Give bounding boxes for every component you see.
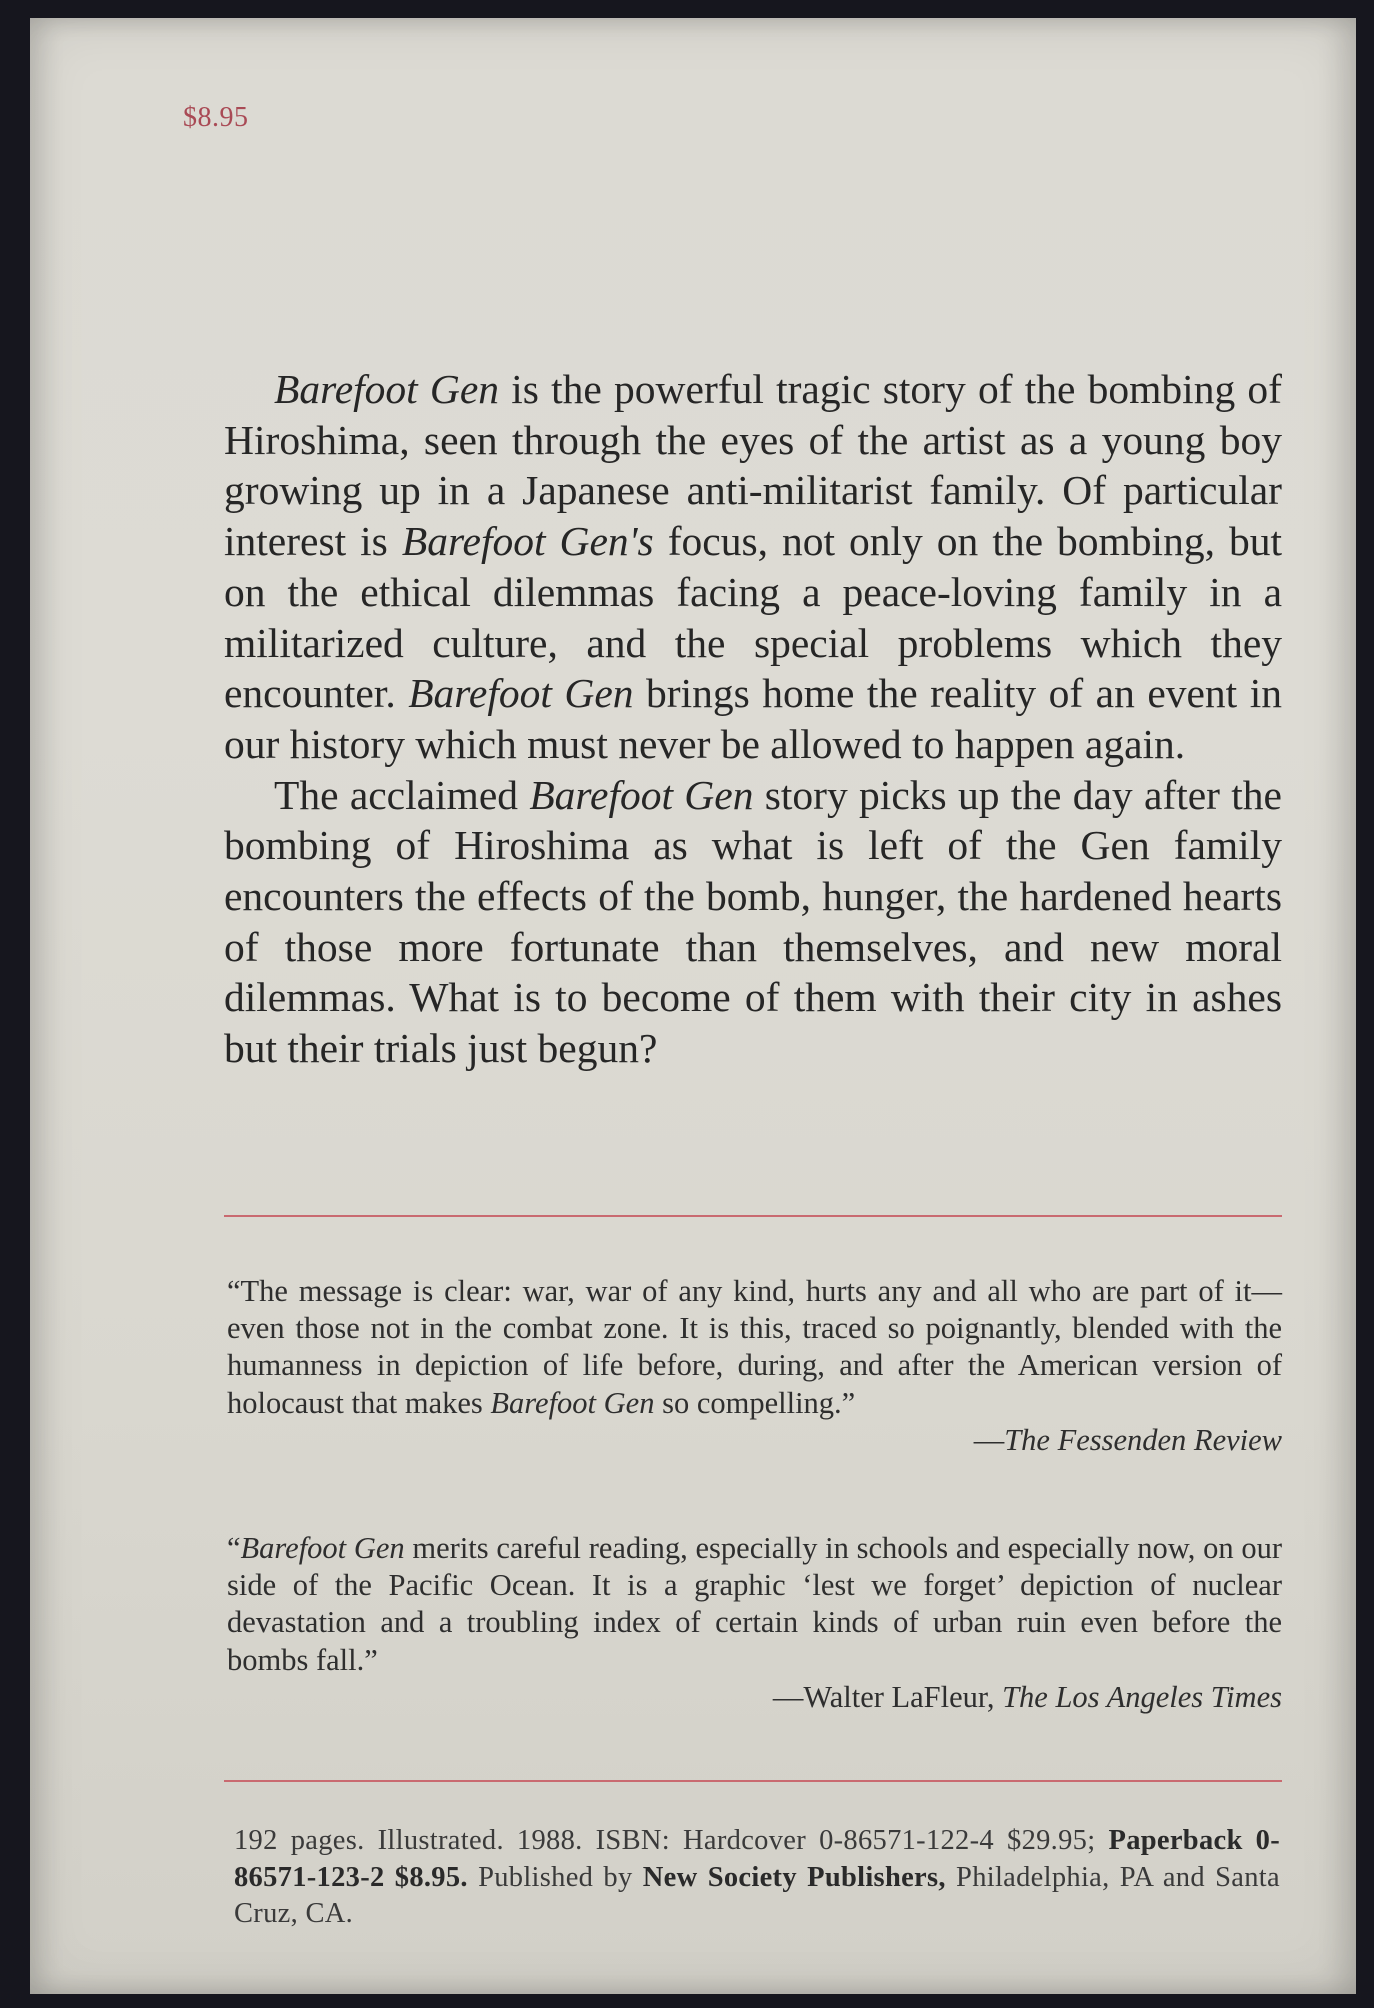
publisher-name: New Society Publishers, (642, 1861, 946, 1893)
book-title-italic: Barefoot Gen (490, 1385, 655, 1420)
synopsis-text: The acclaimed (274, 771, 530, 818)
publication-text (234, 1823, 1280, 1933)
book-title-italic: Barefoot Gen (274, 366, 500, 412)
review-text-span: so compelling.” (654, 1385, 856, 1420)
synopsis-paragraph-1 (224, 364, 1282, 770)
book-title-italic: Barefoot Gen (529, 771, 754, 818)
synopsis-paragraph-2 (224, 770, 1282, 1074)
synopsis-text: focus, not only on the bombing, but on the ethical dilemmas facing a peace-loving family in a militarized culture, and the special problems which they encounter. (224, 518, 1282, 717)
review-text-span: “The message is clear: war, war of any kind, hurts any and all who are part of it—even those not in the combat zone. It is this, traced so poignantly, blended with the humanness in depiction of life before, during, and after the American version of holocaust that makes (227, 1274, 1282, 1420)
book-title-italic: Barefoot Gen's (401, 518, 654, 565)
review-quote-2 (227, 1530, 1282, 1716)
synopsis-text: is the powerful tragic story of the bombing of Hiroshima, seen through the eyes of the artist as a young boy growing up in a Japanese anti-militarist family. Of particular interest is (224, 366, 1282, 565)
review-attribution (227, 1422, 1282, 1459)
price-label: $8.95 (183, 102, 249, 133)
synopsis (224, 364, 1282, 1074)
publication-info: Published by (467, 1861, 643, 1893)
book-back-cover (30, 18, 1356, 1994)
paperback-isbn: Paperback 0-86571-123-2 $8.95. (234, 1825, 1281, 1893)
divider-rule (224, 1780, 1282, 1782)
review-text (227, 1530, 1282, 1679)
review-text-span: “ (227, 1531, 241, 1565)
publication-details (234, 1823, 1280, 1933)
attribution-source: The Los Angeles Times (1002, 1679, 1282, 1714)
attribution-author: —Walter LaFleur, (772, 1679, 1003, 1714)
review-quote-1 (227, 1273, 1282, 1459)
publication-info: Philadelphia, PA and Santa Cruz, CA. (234, 1861, 1280, 1929)
divider-rule (224, 1215, 1282, 1217)
synopsis-text: brings home the reality of an event in our history which must never be allowed to happen again. (224, 670, 1282, 767)
review-text-span: merits careful reading, especially in schools and especially now, on our side of the Pacific Ocean. It is a graphic ‘lest we forget’ depiction of nuclear devastation and a troubling index of certain kinds of urban ruin even before the bombs fall.” (227, 1531, 1282, 1677)
publication-info: 192 pages. Illustrated. 1988. ISBN: Hardcover 0-86571-122-4 $29.95; (234, 1825, 1109, 1856)
synopsis-text: story picks up the day after the bombing of Hiroshima as what is left of the Gen family encounters the effects of the bomb, hunger, the hardened hearts of those more fortunate than themselves, and new moral dilemmas. What is to become of them with their city in ashes but their trials just begun? (224, 771, 1282, 1072)
attribution-dash: — (973, 1422, 1005, 1457)
book-title-italic: Barefoot Gen (240, 1531, 405, 1565)
attribution-source: The Fessenden Review (1004, 1422, 1282, 1457)
book-title-italic: Barefoot Gen (408, 670, 634, 717)
review-text (227, 1273, 1282, 1422)
review-attribution (227, 1679, 1282, 1716)
